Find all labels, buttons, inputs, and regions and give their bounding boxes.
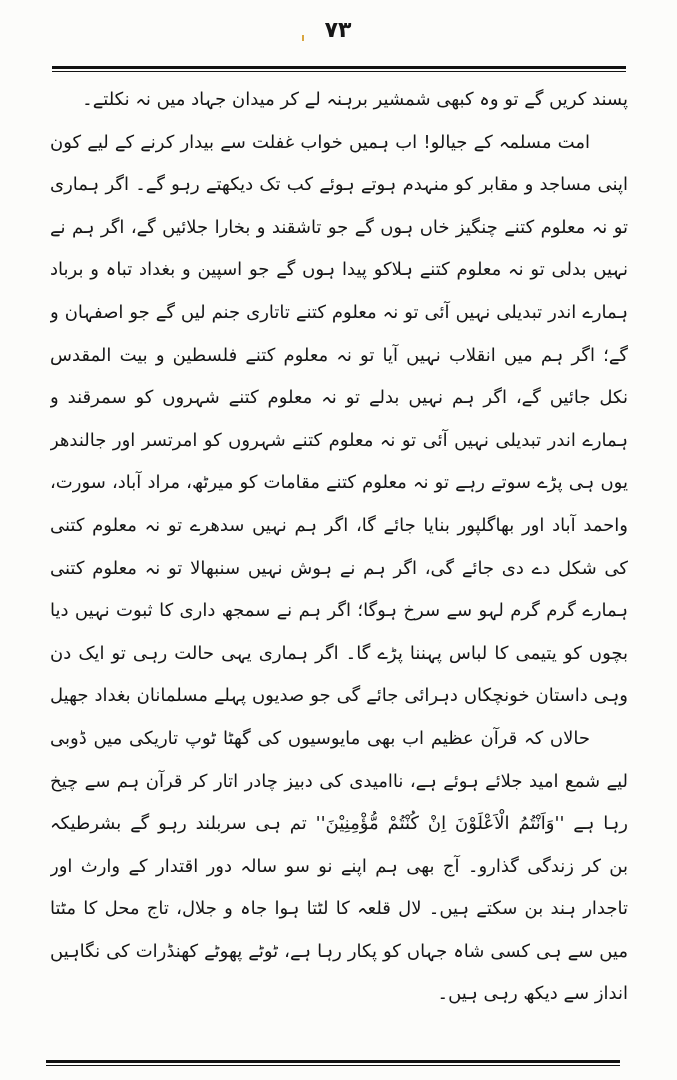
text-line: نہیں بدلی تو نہ معلوم کتنے ہلاکو پیدا ہوں گے جو اسپین و بغداد تباہ و برباد xyxy=(50,259,628,281)
quran-verse-line: رہا ہے ''وَاَنْتُمُ الْاَعْلَوْنَ اِنْ كُنْتُمْ مُّؤْمِنِيْنَ'' تم ہی سربلند رہو گے بشرطیکہ xyxy=(50,813,628,835)
text-line: بن کر زندگی گذارو۔ آج بھی ہم اپنے نو سو سالہ دور اقتدار کے وارث اور xyxy=(50,855,628,877)
paragraph-start-line: حالاں کہ قرآن عظیم اب بھی مایوسیوں کی گھٹا ٹوپ تاریکی میں ڈوبی xyxy=(50,727,590,749)
text-line: تاجدار ہند بن سکتے ہیں۔ لال قلعہ کا لٹتا ہوا جاہ و جلال، تاج محل کا مٹتا xyxy=(50,898,628,920)
text-line: لیے شمع امید جلائے ہوئے ہے، ناامیدی کی دبیز چادر اتار کر قرآن ہم سے چیخ xyxy=(50,770,628,792)
text-line: انداز سے دیکھ رہی ہیں۔ xyxy=(437,983,628,1005)
text-line: ہمارے اندر تبدیلی نہیں آئی تو نہ معلوم کتنے تاتاری جنم لیں گے جو اصفہان و xyxy=(50,301,628,323)
text-line: گے؛ اگر ہم میں انقلاب نہیں آیا تو نہ معلوم کتنے فلسطین و بیت المقدس xyxy=(50,344,628,366)
ink-speck xyxy=(302,35,304,41)
text-line: ہمارے گرم گرم لہو سے سرخ ہوگا؛ اگر ہم نے سمجھ داری کا ثبوت نہیں دیا xyxy=(50,600,628,622)
text-line: اپنی مساجد و مقابر کو منہدم ہوتے ہوئے کب تک دیکھتے رہو گے۔ اگر ہماری xyxy=(50,174,628,196)
text-line: میں سے ہی کسی شاہ جہاں کو پکار رہا ہے، ٹوٹے پھوٹے کھنڈرات کی نگاہیں xyxy=(50,940,628,962)
text-line: واحمد آباد اور بھاگلپور بنایا جائے گا، اگر ہم نہیں سدھرے تو نہ معلوم کتنی xyxy=(50,514,628,536)
footer-rule xyxy=(46,1060,620,1066)
text-line: وہی داستان خونچکاں دہرائی جائے گی جو صدیوں پہلے مسلمانان بغداد جھیل xyxy=(50,685,628,707)
text-line: کی شکل دے دی جائے گی، اگر ہم نے ہوش نہیں سنبھالا تو نہ معلوم کتنی xyxy=(50,557,628,579)
text-line: بچوں کو یتیمی کا لباس پہننا پڑے گا۔ اگر ہماری یہی حالت رہی تو ایک دن xyxy=(50,642,628,664)
text-line: یوں ہی پڑے سوتے رہے تو نہ معلوم کتنے مقامات کو میرٹھ، مراد آباد، سورت، xyxy=(50,472,628,494)
paragraph-start-line: امت مسلمہ کے جیالو! اب ہمیں خواب غفلت سے بیدار کرنے کے لیے کون xyxy=(50,131,590,153)
page-number: ۷۳ xyxy=(324,18,352,43)
text-line: ہمارے اندر تبدیلی نہیں آئی تو نہ معلوم کتنے شہروں کو امرتسر اور جالندھر xyxy=(50,429,628,451)
text-line: نکل جائیں گے، اگر ہم نہیں بدلے تو نہ معلوم کتنے شہروں کو سمرقند و xyxy=(50,387,628,409)
header-rule xyxy=(52,66,626,72)
text-line: تو نہ معلوم کتنے چنگیز خاں ہوں گے جو تاشقند و بخارا جلائیں گے، اگر ہم نے xyxy=(50,216,628,238)
page-body-text xyxy=(50,79,628,1016)
text-line: پسند کریں گے تو وہ کبھی شمشیر برہنہ لے کر میدان جہاد میں نہ نکلتے۔ xyxy=(82,89,628,110)
